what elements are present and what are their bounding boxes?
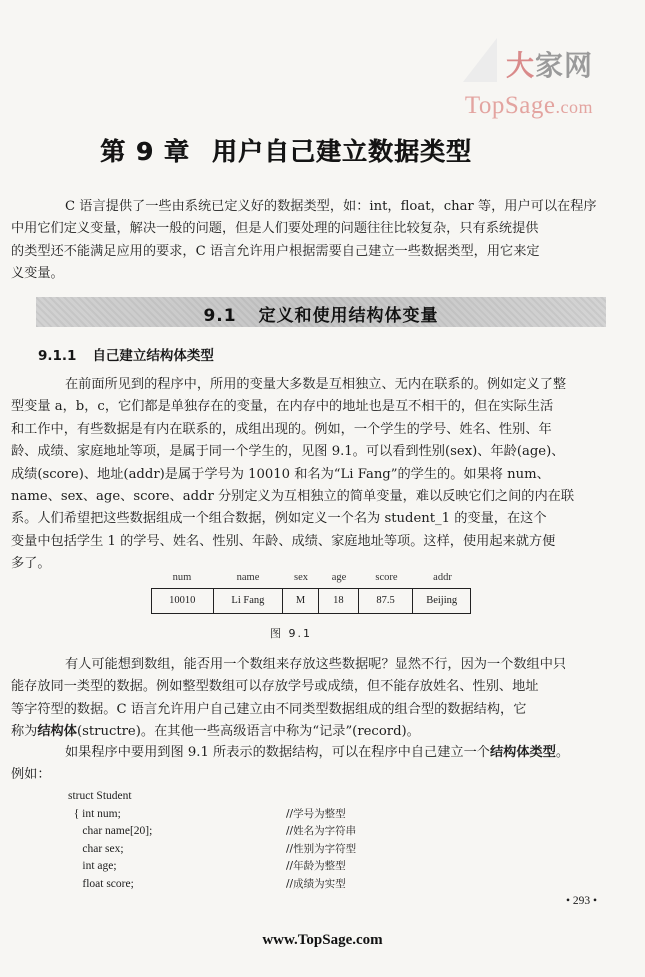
watermark [443, 38, 593, 138]
watermark-site [465, 92, 593, 120]
figure-header: name [236, 572, 260, 583]
para-line: 变量中包括学生 1 的学号、姓名、性别、年龄、成绩、家庭地址等项。这样，使用起来就方便 [11, 533, 556, 549]
para-line: 在前面所见到的程序中，所用的变量大多数是互相独立、无内在联系的。例如定义了整 [65, 377, 567, 392]
figure-header-row [151, 572, 471, 588]
section-title-text: 定义和使用结构体变量 [258, 306, 439, 326]
para-line-tail: (structre)。在其他一些高级语言中称为“记录”(record)。 [76, 724, 420, 740]
watermark-brand-accent: 大 [505, 49, 535, 82]
figure-cell: M [283, 589, 319, 613]
para-line: 等字符型的数据。C 语言允许用户自己建立由不同类型数据组成的组合型的数据结构，它 [11, 701, 527, 717]
figure-cell: Beijing [426, 595, 458, 606]
code-comment: //成绩为实型 [286, 877, 346, 890]
para-line: 有人可能想到数组，能否用一个数组来存放这些数据呢？显然不行，因为一个数组中只 [65, 657, 567, 672]
para-line: 系。人们希望把这些数据组成一个组合数据，例如定义一个名为 student_1 的变量，在这个 [11, 511, 547, 527]
chapter-title [100, 132, 520, 172]
para-line: 成绩(score)、地址(addr)是属于学号为 10010 和名为“Li Fang”的学生的。如果将 num、 [11, 466, 550, 482]
figure-9-1-table [151, 572, 471, 614]
subsection-title [38, 344, 214, 364]
subsection-number: 9.1.1 [38, 348, 77, 364]
para-line-lead: 称为 [11, 724, 38, 740]
section-heading-band [36, 297, 606, 327]
section-title [36, 301, 606, 326]
para-line: 多了。 [11, 556, 51, 572]
figure-data-row [151, 588, 471, 614]
code-text: struct Student [68, 790, 132, 802]
para-line: 龄、成绩、家庭地址等项，是属于同一个学生的，见图 9.1。可以看到性别(sex)、年龄(age)、 [11, 444, 565, 460]
code-comment: //性别为字符型 [286, 842, 357, 855]
para-line-with-keyword [11, 721, 603, 743]
para-line: 能存放同一类型的数据。例如整型数组可以存放学号或成绩，但不能存放姓名、性别、地址 [11, 679, 539, 695]
figure-header: addr [433, 572, 452, 583]
figure-cell: 18 [319, 589, 359, 613]
section-number: 9.1 [203, 306, 237, 326]
body-paragraph-2 [11, 654, 603, 744]
intro-line: C 语言提供了一些由系统已定义好的数据类型，如：int，float，char 等，用户可以在程序 [65, 199, 597, 214]
figure-cell: 10010 [152, 589, 214, 613]
figure-header: age [331, 572, 347, 583]
keyword-struct-type: 结构体类型 [489, 745, 556, 760]
para-line: name、sex、age、score、addr 分别定义为互相独立的简单变量，难以反映它们之间的内在联 [11, 489, 575, 505]
code-comment: //姓名为字符串 [286, 825, 357, 837]
para-line: 例如： [11, 767, 51, 783]
code-text: char name[20]; [68, 825, 153, 837]
keyword-struct: 结构体 [37, 724, 77, 740]
para-line: 型变量 a，b，c，它们都是单独存在的变量，在内存中的地址也是互不相干的，但在实际生活 [11, 399, 554, 415]
figure-header: sex [294, 572, 308, 583]
watermark-brand [506, 44, 593, 84]
body-paragraph-1 [11, 374, 603, 576]
figure-cell: 87.5 [359, 589, 414, 613]
figure-cell: Li Fang [214, 589, 284, 613]
para-line-lead: 如果程序中要用到图 9.1 所表示的数据结构，可以在程序中自己建立一个 [65, 745, 490, 760]
intro-line: 中用它们定义变量，解决一般的问题，但是人们要处理的问题往往比较复杂，只有系统提供 [11, 221, 539, 237]
body-paragraph-3 [11, 742, 603, 787]
para-line: 和工作中，有些数据是有内在联系的，成组出现的。例如，一个学生的学号、姓名、性别、年 [11, 421, 552, 437]
intro-paragraph [11, 196, 603, 286]
chapter-title-text: 用户自己建立数据类型 [211, 137, 472, 166]
code-text: char sex; [68, 842, 124, 855]
figure-header: score [375, 572, 398, 583]
watermark-logo-icon [463, 38, 497, 82]
chapter-number: 第 9 章 [100, 137, 190, 166]
intro-line: 的类型还不能满足应用的要求，C 语言允许用户根据需要自己建立一些数据类型，用它来定 [11, 243, 540, 259]
footer-url: www.TopSage.com [262, 932, 383, 948]
code-text: int age; [68, 860, 117, 872]
code-text: { int num; [68, 807, 121, 820]
watermark-site-main: TopSage [464, 92, 556, 119]
code-text: float score; [68, 877, 134, 890]
watermark-brand-rest: 家网 [534, 49, 593, 82]
figure-header: num [172, 572, 192, 583]
watermark-site-tld: .com [555, 97, 593, 117]
page-number: • 293 • [565, 895, 597, 907]
subsection-title-text: 自己建立结构体类型 [92, 348, 214, 364]
code-comment: //学号为整型 [286, 807, 346, 820]
figure-caption: 图 9.1 [270, 627, 312, 640]
intro-line: 义变量。 [11, 266, 64, 282]
para-line-with-keyword [38, 742, 603, 764]
para-line-tail: 。 [555, 745, 570, 760]
code-comment: //年龄为整型 [286, 860, 346, 872]
